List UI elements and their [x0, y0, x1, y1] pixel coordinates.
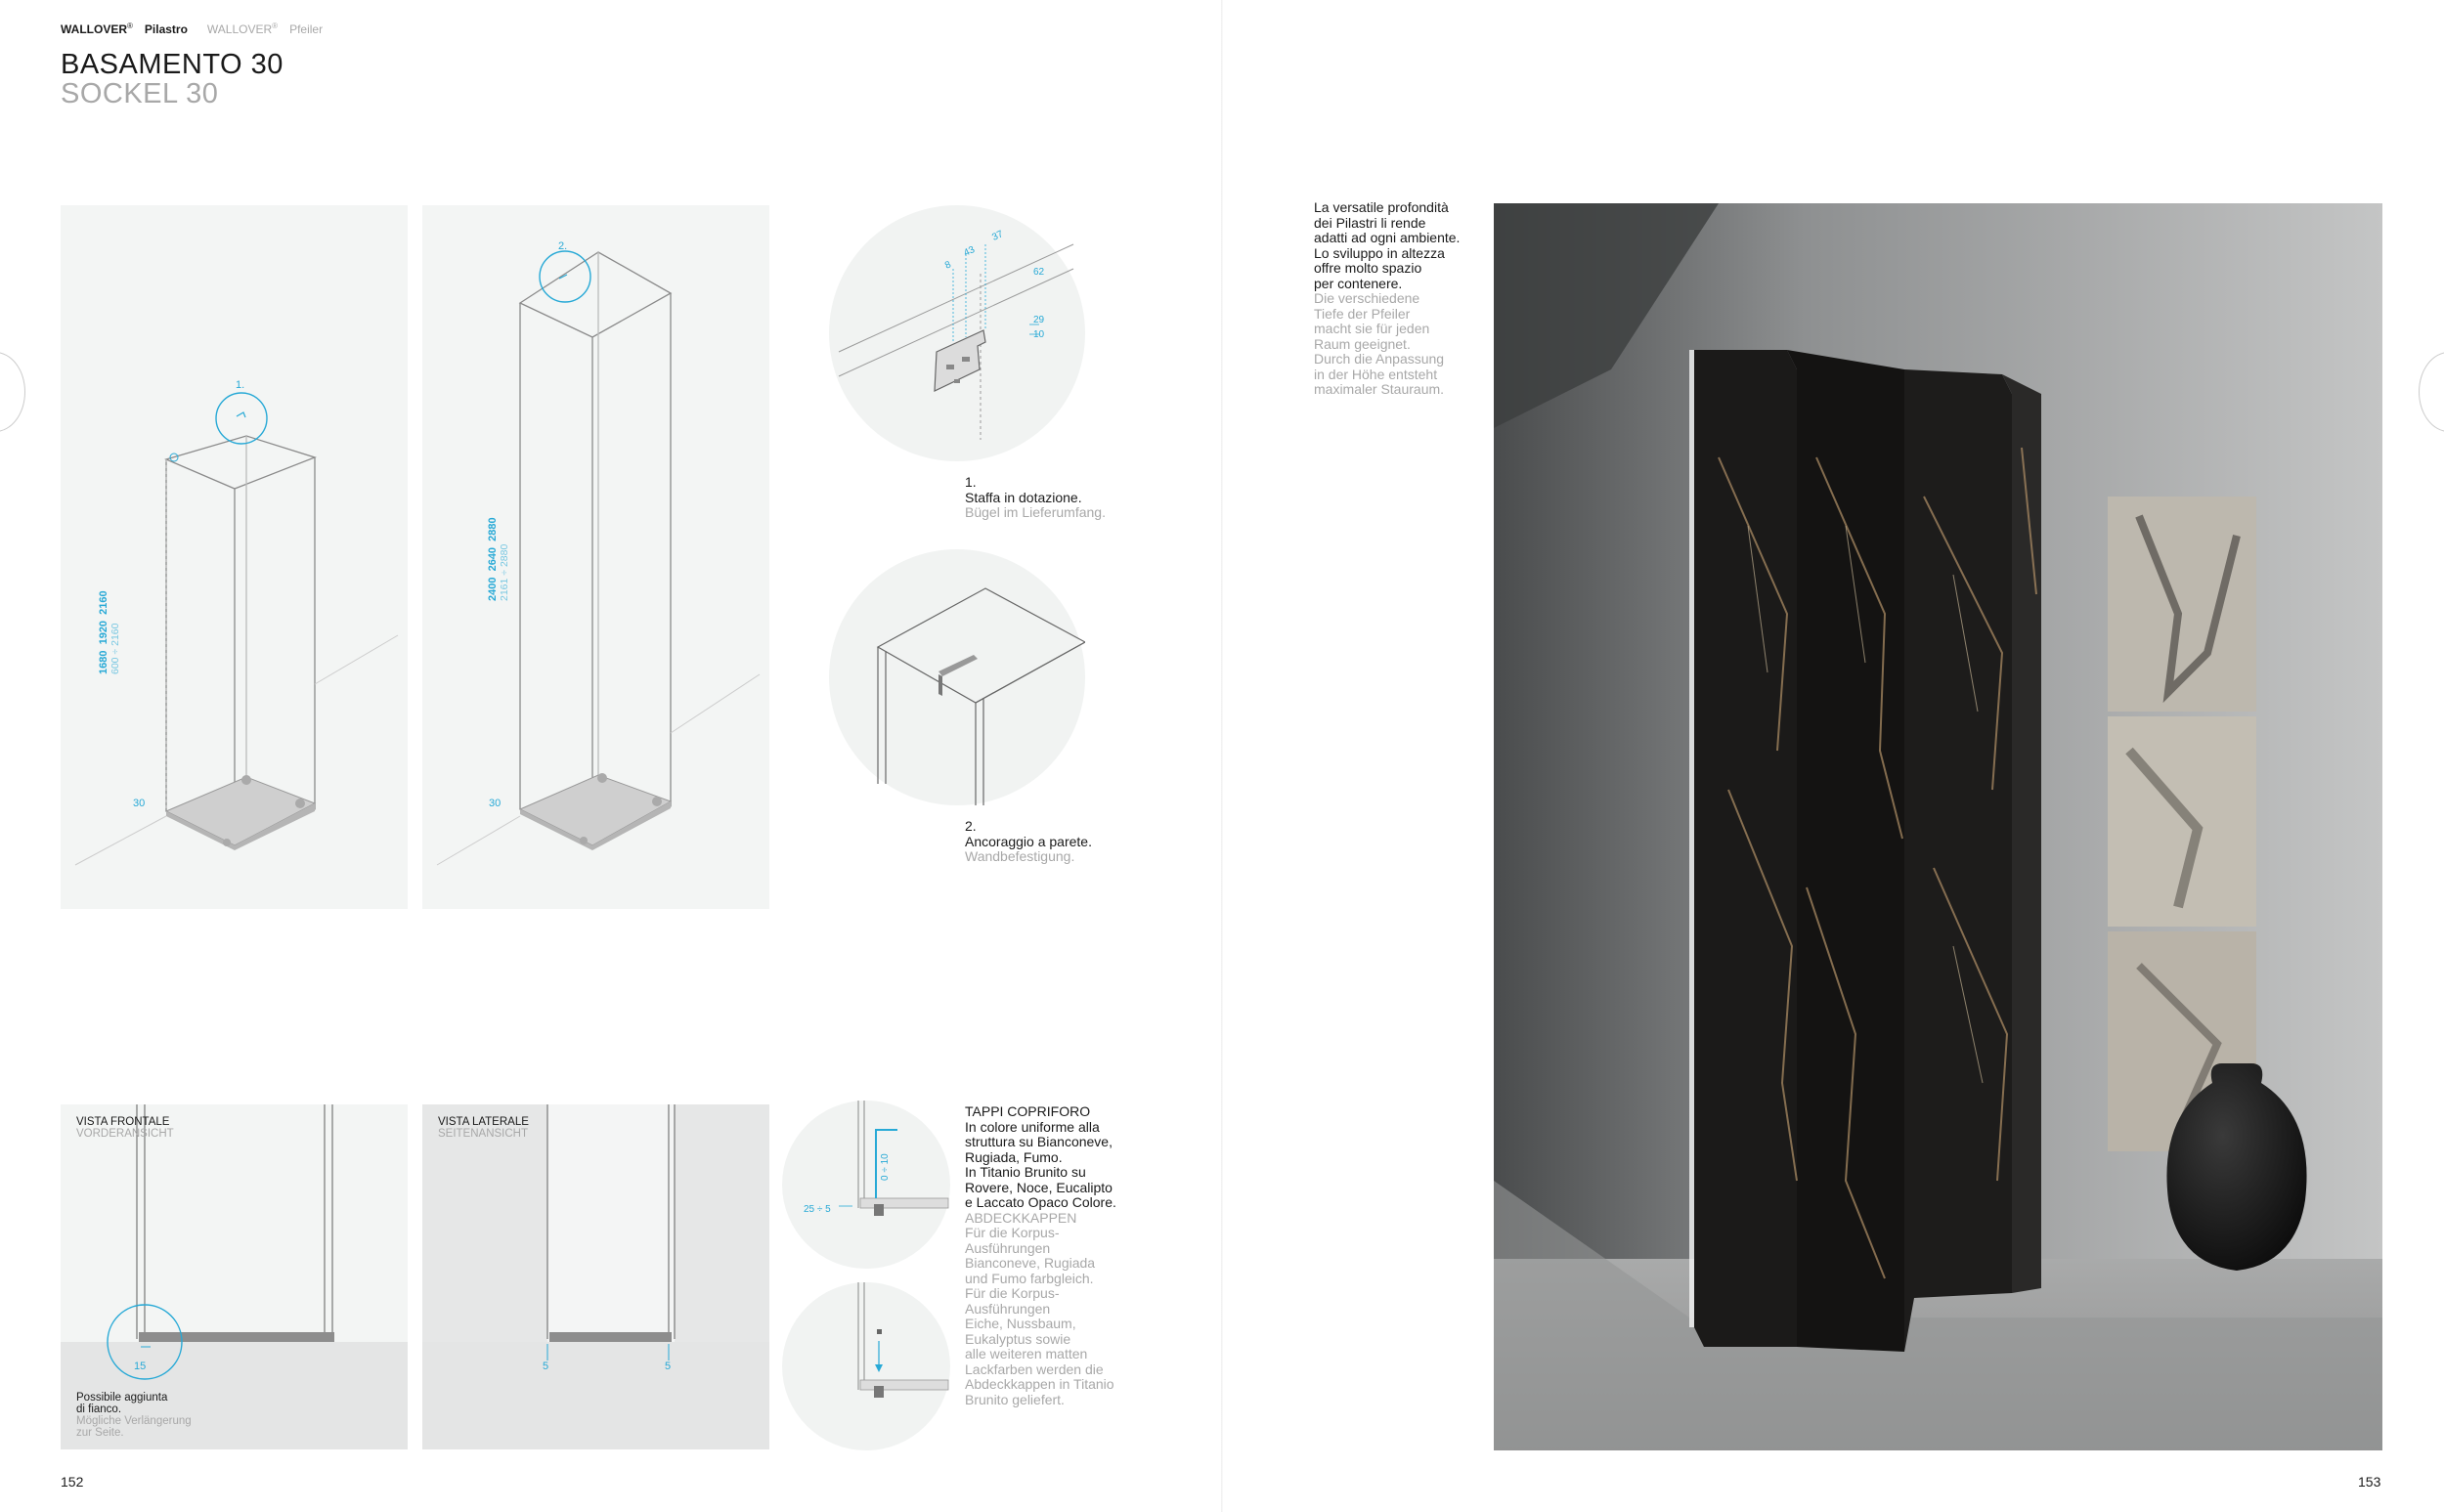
cap-detail-1: [782, 1101, 950, 1269]
base-dim-1: 30: [133, 798, 146, 809]
height-dims-short: [98, 479, 121, 674]
caps-it-line: In Titanio Brunito su: [965, 1164, 1086, 1180]
note-1-de: Bügel im Lieferumfang.: [965, 504, 1106, 520]
caps-de-line: Eukalyptus sowie: [965, 1330, 1071, 1347]
note-1: [965, 475, 1106, 521]
caps-it-line: Rugiada, Fumo.: [965, 1148, 1063, 1165]
caps-de-line: Abdeckkappen in Titanio: [965, 1376, 1114, 1392]
base-dim-2: 30: [489, 798, 502, 809]
front-dim-15: 15: [134, 1361, 147, 1372]
note-2-de: Wandbefestigung.: [965, 848, 1075, 864]
page-number-right: 153: [2358, 1474, 2381, 1490]
page-number-left: 152: [61, 1474, 84, 1490]
intro-de-line: Durch die Anpassung: [1314, 351, 1445, 367]
range-label-2: 2161 ÷ 2880: [499, 543, 510, 601]
intro-it-line: dei Pilastri li rende: [1314, 214, 1426, 231]
brand-it: WALLOVER: [61, 22, 127, 36]
bracket-detail-drawing: [829, 205, 1085, 461]
side-dim-left: 5: [543, 1361, 549, 1372]
note-2-it: Ancoraggio a parete.: [965, 833, 1092, 849]
pillar-drawing-tall: [422, 205, 769, 909]
callout-1: 1.: [236, 379, 245, 391]
note-2: [965, 819, 1092, 865]
front-note-it-1: Possibile aggiunta: [76, 1392, 168, 1404]
intro-it-line: Lo sviluppo in altezza: [1314, 244, 1445, 261]
dim-43: 43: [962, 244, 977, 259]
caps-de-line: alle weiteren matten: [965, 1346, 1088, 1361]
side-view-de: SEITENANSICHT: [438, 1128, 529, 1140]
heights-label-2: 2400 2640 2880: [487, 517, 499, 601]
intro-de-line: maximaler Stauraum.: [1314, 381, 1445, 397]
caps-de-line: Ausführungen: [965, 1239, 1051, 1256]
caps-de-line: Brunito geliefert.: [965, 1391, 1065, 1407]
caps-it-line: In colore uniforme alla: [965, 1118, 1100, 1135]
reg-mark: ®: [127, 22, 133, 30]
front-view-it: VISTA FRONTALE: [76, 1116, 170, 1128]
caps-it-line: Rovere, Noce, Eucalipto: [965, 1179, 1113, 1195]
note-2-number: 2.: [965, 818, 977, 834]
front-view-panel: [61, 1104, 408, 1449]
caps-title-de: ABDECKKAPPEN: [965, 1209, 1077, 1226]
running-header: [61, 22, 323, 36]
front-note-it-2: di fianco.: [76, 1404, 122, 1415]
intro-de-line: Raum geeignet.: [1314, 335, 1411, 352]
front-note-de-2: zur Seite.: [76, 1427, 124, 1439]
page-title-de: SOCKEL 30: [61, 78, 219, 109]
reg-mark-de: ®: [272, 22, 279, 30]
intro-de-line: in der Höhe entsteht: [1314, 366, 1438, 382]
caps-description: [965, 1104, 1160, 1407]
page-fold: [1221, 0, 1223, 1512]
cap-detail-2: [782, 1282, 950, 1450]
intro-text: [1314, 200, 1490, 398]
note-1-number: 1.: [965, 474, 977, 490]
caps-de-line: Bianconeve, Rugiada: [965, 1255, 1096, 1271]
side-view-label: [438, 1116, 529, 1140]
intro-de-line: macht sie für jeden: [1314, 321, 1430, 336]
caps-de-line: Eiche, Nussbaum,: [965, 1316, 1076, 1331]
heights-label-1: 1680 1920 2160: [98, 590, 109, 674]
wall-anchor-detail: [829, 549, 1085, 805]
dim-37: 37: [990, 229, 1005, 243]
note-1-it: Staffa in dotazione.: [965, 489, 1082, 505]
side-view-panel: [422, 1104, 769, 1449]
height-dims-tall: [487, 406, 510, 601]
front-view-de: VORDERANSICHT: [76, 1128, 174, 1140]
brand-de: WALLOVER: [206, 22, 273, 36]
caps-de-line: Für die Korpus-: [965, 1285, 1060, 1301]
drawing-panel-tall: [422, 205, 769, 909]
right-page-tab[interactable]: [2419, 352, 2444, 432]
front-note-de-1: Mögliche Verlängerung: [76, 1415, 192, 1427]
left-page-tab[interactable]: [0, 352, 25, 432]
front-view-label: [76, 1116, 174, 1140]
intro-de-line: Tiefe der Pfeiler: [1314, 305, 1411, 322]
cap-dim-h: 25 ÷ 5: [804, 1204, 831, 1215]
product-it: Pilastro: [144, 22, 188, 36]
intro-de-line: Die verschiedene: [1314, 290, 1420, 306]
product-de: Pfeiler: [289, 22, 324, 36]
bracket-detail: [829, 205, 1085, 461]
side-view-drawing: [422, 1104, 769, 1449]
intro-it-line: per contenere.: [1314, 275, 1403, 291]
cap-detail-1-drawing: [782, 1101, 950, 1269]
interior-photo: [1494, 203, 2382, 1450]
side-dim-right: 5: [665, 1361, 672, 1372]
wall-anchor-drawing: [829, 549, 1085, 805]
drawing-panel-short: [61, 205, 408, 909]
intro-it-line: La versatile profondità: [1314, 199, 1449, 215]
front-view-note: [76, 1392, 192, 1439]
dim-29: 29: [1033, 315, 1045, 325]
page-title-it: BASAMENTO 30: [61, 49, 284, 80]
caps-de-line: Für die Korpus-: [965, 1225, 1060, 1240]
caps-de-line: und Fumo farbgleich.: [965, 1270, 1094, 1286]
cap-detail-2-drawing: [782, 1282, 950, 1450]
dim-62: 62: [1033, 267, 1045, 278]
interior-photo-illustration: [1494, 203, 2382, 1450]
caps-it-line: struttura su Bianconeve,: [965, 1134, 1113, 1149]
dim-8: 8: [942, 259, 953, 272]
side-view-it: VISTA LATERALE: [438, 1116, 529, 1128]
callout-2: 2.: [558, 240, 568, 252]
caps-title-it: TAPPI COPRIFORO: [965, 1103, 1091, 1119]
caps-de-line: Ausführungen: [965, 1300, 1051, 1317]
intro-it-line: adatti ad ogni ambiente.: [1314, 230, 1461, 245]
caps-de-line: Lackfarben werden die: [965, 1361, 1104, 1377]
caps-it-line: e Laccato Opaco Colore.: [965, 1194, 1116, 1210]
cap-dim-v: 0 ÷ 10: [880, 1153, 891, 1181]
intro-it-line: offre molto spazio: [1314, 260, 1422, 276]
dim-10: 10: [1033, 329, 1045, 340]
range-label-1: 600 ÷ 2160: [109, 623, 121, 674]
